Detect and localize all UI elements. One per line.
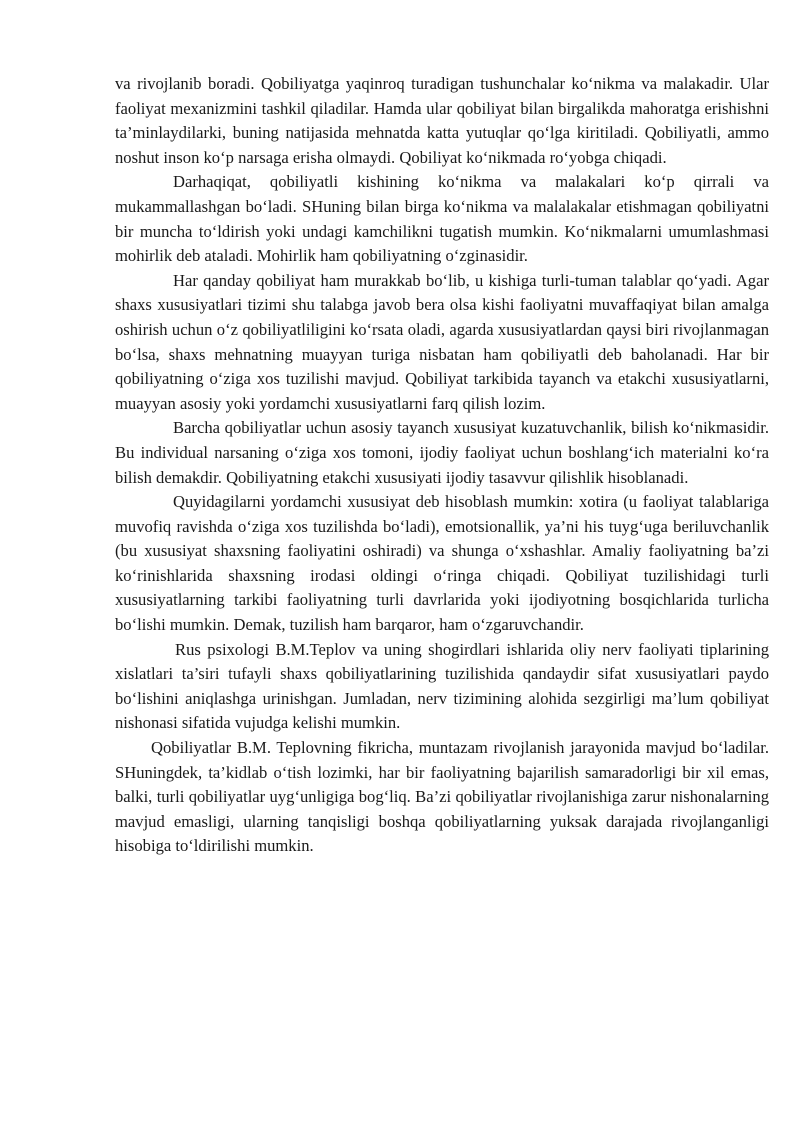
document-page <box>115 72 769 859</box>
paragraph-1: va rivojlanib boradi. Qobiliyatga yaqinroq turadigan tushunchalar ko‘nikma va malakadir. Ular faoliyat mexanizmini tashkil qiladilar. Hamda ular qobiliyat bilan birgalikda mahoratga erishishni ta’minlaydilarki, buning natijasida mehnatda katta yutuqlar qo‘lga kiritiladi. Qobiliyatli, ammo noshut inson ko‘p narsaga erisha olmaydi. Qobiliyat ko‘nikmada ro‘yobga chiqadi. <box>115 74 769 167</box>
paragraph-2: Darhaqiqat, qobiliyatli kishining ko‘nikma va malakalari ko‘p qirrali va mukammallashgan bo‘ladi. SHuning bilan birga ko‘nikma va malalakalar etishmagan qobiliyatni bir muncha to‘ldirish yoki undagi kamchilikni tugatish mumkin. Ko‘nikmalarni umumlashmasi mohirlik deb ataladi. Mohirlik ham qobiliyatning o‘zginasidir. <box>115 172 769 266</box>
paragraph-3: Har qanday qobiliyat ham murakkab bo‘lib, u kishiga turli-tuman talablar qo‘yadi. Agar shaxs xususiyatlari tizimi shu talabga javob bera olsa kishi faoliyatni muvaffaqiyat bilan amalga oshirish uchun o‘z qobiliyatliligini ko‘rsata oladi, agarda xususiyatlardan qaysi biri rivojlanmagan bo‘lsa, shaxs mehnatning muayyan turiga nisbatan ham qobiliyatli deb baholanadi. Har bir qobiliyatning o‘ziga xos tuzilishi mavjud. Qobiliyat tarkibida tayanch va etakchi xususiyatlarni, muayyan asosiy yoki yordamchi xususiyatlarni farq qilish lozim. <box>115 270 769 413</box>
paragraph-5: Quyidagilarni yordamchi xususiyat deb hisoblash mumkin: xotira (u faoliyat talablariga muvofiq ravishda o‘ziga xos tuzilishda bo‘ladi), emotsionallik, ya’ni his tuyg‘uga beriluvchanlik (bu xususiyat shaxsning faoliyatini oshiradi) va shunga o‘xshashlar. Amaliy faoliyatning ba’zi ko‘rinishlarida shaxsning irodasi oldingi o‘ringa chiqadi. Qobiliyat tuzilishidagi turli xususiyatlarning tarkibi faoliyatning turli davrlarida yoki ijodiyotning bosqichlarida turlicha bo‘lishi mumkin. Demak, tuzilish ham barqaror, ham o‘zgaruvchandir. <box>115 492 769 635</box>
paragraph-4: Barcha qobiliyatlar uchun asosiy tayanch xususiyat kuzatuvchanlik, bilish ko‘nikmasidir. Bu individual narsaning o‘ziga xos tomoni, ijodiy faoliyat uchun boshlang‘ich materialni ko‘ra bilish demakdir. Qobiliyatning etakchi xususiyati ijodiy tasavvur qilishlik hisoblanadi. <box>115 418 769 487</box>
paragraph-7: Qobiliyatlar B.M. Teplovning fikricha, muntazam rivojlanish jarayonida mavjud bo‘ladilar. SHuningdek, ta’kidlab o‘tish lozimki, har bir faoliyatning bajarilish samaradorligi bir xil emas, balki, turli qobiliyatlar uyg‘unligiga bog‘liq. Ba’zi qobiliyatlar rivojlanishiga zarur nishonalarning mavjud emasligi, ularning tanqisligi boshqa qobiliyatlarning yuksak darajada rivojlanganligi hisobiga to‘ldirilishi mumkin. <box>115 738 769 856</box>
paragraph-6: Rus psixologi B.M.Teplov va uning shogirdlari ishlarida oliy nerv faoliyati tiplarining xislatlari ta’siri tufayli shaxs qobiliyatlarining tuzilishida qandaydir sifat xususiyatlari paydo bo‘lishini aniqlashga urinishgan. Jumladan, nerv tizimining alohida sezgirligi ma’lum qobiliyat nishonasi sifatida vujudga kelishi mumkin. <box>115 639 769 733</box>
